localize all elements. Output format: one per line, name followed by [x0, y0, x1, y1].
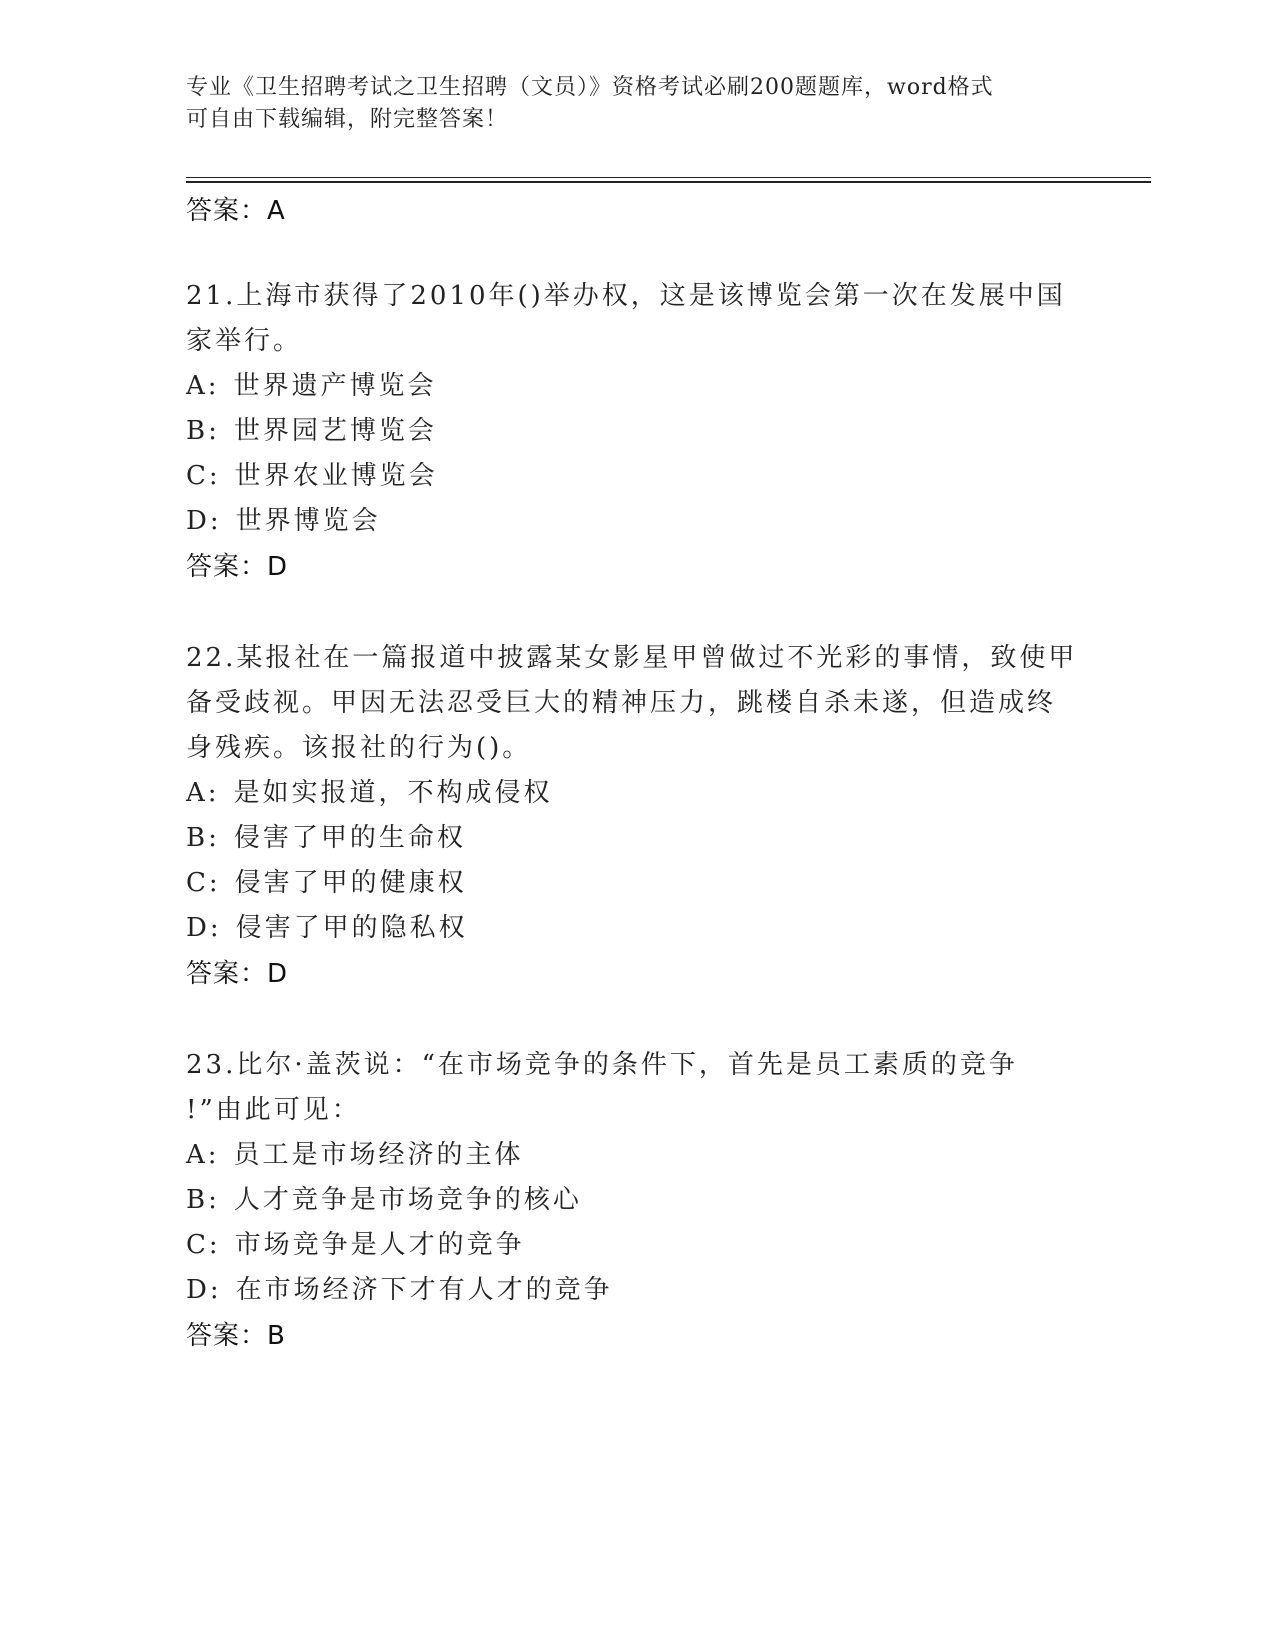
option-letter: B:	[186, 416, 220, 446]
header-line-1: 专业《卫生招聘考试之卫生招聘（文员）》资格考试必刷200题题库，word格式	[186, 75, 994, 100]
option-b	[186, 409, 1086, 454]
question-22	[186, 636, 1086, 997]
option-letter: C:	[186, 461, 221, 491]
question-stem-line: 备受歧视。甲因无法忍受巨大的精神压力，跳楼自杀未遂，但造成终	[186, 688, 1057, 718]
option-text: 世界遗产博览会	[233, 371, 437, 401]
option-c	[186, 861, 1086, 906]
option-text: 人才竞争是市场竞争的核心	[233, 1185, 582, 1215]
question-stem-line: 身残疾。该报社的行为()。	[186, 733, 532, 763]
option-c	[186, 1223, 1086, 1268]
header-divider-thin	[186, 177, 1151, 178]
option-text: 在市场经济下才有人才的竞争	[235, 1275, 613, 1305]
option-text: 是如实报道，不构成侵权	[233, 778, 553, 808]
option-text: 市场竞争是人才的竞争	[234, 1230, 525, 1260]
option-b	[186, 816, 1086, 861]
option-letter: D:	[186, 1275, 222, 1305]
option-letter: A:	[186, 1140, 220, 1170]
option-text: 侵害了甲的隐私权	[235, 913, 468, 943]
question-stem-line: !”由此可见：	[186, 1095, 361, 1125]
question-23	[186, 1043, 1086, 1359]
option-text: 侵害了甲的生命权	[233, 823, 466, 853]
header-divider-thick	[186, 181, 1151, 183]
option-text: 世界博览会	[235, 506, 381, 536]
option-text: 侵害了甲的健康权	[234, 868, 467, 898]
option-text: 员工是市场经济的主体	[233, 1140, 524, 1170]
option-letter: B:	[186, 823, 220, 853]
answer-label: 答案：B	[186, 1321, 286, 1351]
option-letter: A:	[186, 371, 220, 401]
question-stem	[186, 274, 1086, 364]
question-stem-line: 23.比尔·盖茨说：“在市场竞争的条件下，首先是员工素质的竞争	[186, 1050, 1018, 1080]
question-stem-line: 22.某报社在一篇报道中披露某女影星甲曾做过不光彩的事情，致使甲	[186, 643, 1078, 673]
option-letter: D:	[186, 913, 222, 943]
header-line-2: 可自由下载编辑，附完整答案！	[186, 107, 509, 132]
option-b	[186, 1178, 1086, 1223]
option-d	[186, 1268, 1086, 1313]
question-stem	[186, 636, 1086, 771]
option-c	[186, 454, 1086, 499]
answer-label: 答案：D	[186, 959, 289, 989]
option-text: 世界园艺博览会	[233, 416, 437, 446]
option-d	[186, 906, 1086, 951]
answer-label: 答案：D	[186, 552, 289, 582]
option-a	[186, 771, 1086, 816]
option-text: 世界农业博览会	[234, 461, 438, 491]
question-list	[186, 188, 1086, 1405]
question-stem-line: 家举行。	[186, 326, 303, 356]
option-letter: D:	[186, 506, 222, 536]
option-a	[186, 1133, 1086, 1178]
document-header	[186, 72, 1066, 136]
option-letter: C:	[186, 1230, 221, 1260]
question-21	[186, 274, 1086, 590]
previous-answer: 答案：A	[186, 196, 286, 226]
question-stem	[186, 1043, 1086, 1133]
option-letter: A:	[186, 778, 220, 808]
option-letter: B:	[186, 1185, 220, 1215]
option-letter: C:	[186, 868, 221, 898]
option-a	[186, 364, 1086, 409]
option-d	[186, 499, 1086, 544]
question-stem-line: 21.上海市获得了2010年()举办权，这是该博览会第一次在发展中国	[186, 281, 1066, 311]
